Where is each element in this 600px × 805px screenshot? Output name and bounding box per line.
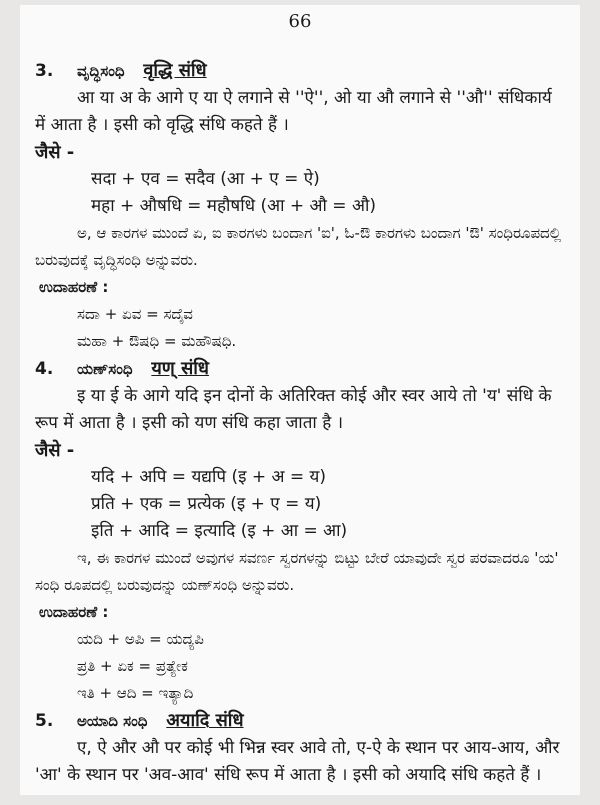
section-heading — [35, 707, 565, 735]
example-label: जैसे - — [35, 142, 75, 163]
kannada-paragraph: ಇ, ಈ ಕಾರಗಳ ಮುಂದೆ ಅವುಗಳ ಸವರ್ಣ ಸ್ವರಗಳನ್ನು ಬಿಟ್ಟು ಬೇರೆ ಯಾವುದೇ ಸ್ವರ ಪರವಾದರೂ 'ಯ' ಸಂಧಿ ರೂಪದಲ್ಲಿ ಬರುವುದನ್ನು ಯಣ್‌ಸಂಧಿ ಅನ್ನುವರು. — [35, 549, 559, 594]
example-line: यदि + अपि = यद्यपि (इ + अ = य) — [91, 467, 327, 487]
kannada-example-line: ಇತಿ + ಆದಿ = ಇತ್ಯಾದಿ — [77, 684, 194, 702]
page-number: 66 — [288, 11, 312, 32]
section-title — [77, 57, 207, 85]
section-title-hindi: वृद्धि संधि — [143, 60, 207, 81]
section-title-kannada: ವೃದ್ಧಿಸಂಧಿ — [77, 62, 125, 80]
example-line: इति + आदि = इत्यादि (इ + आ = आ) — [91, 521, 348, 541]
section-title — [77, 707, 244, 735]
section-heading — [35, 355, 565, 383]
hindi-paragraph: आ या अ के आगे ए या ऐ लगाने से ''ऐ'', ओ या औ लगाने से ''औ'' संधिकार्य में आता है । इसी को वृद्धि संधि कहते हैं । — [35, 88, 552, 135]
section-number: 5. — [35, 711, 54, 731]
section-title-hindi: यण् संधि — [151, 358, 209, 379]
section-title — [77, 355, 209, 383]
kannada-example-line: ಯದಿ + ಅಪಿ = ಯದ್ಯಪಿ — [77, 630, 204, 648]
example-line: सदा + एव = सदैव (आ + ए = ऐ) — [91, 169, 320, 189]
section-title-kannada: ಯಣ್‌ಸಂಧಿ — [77, 360, 133, 378]
page-content — [35, 57, 565, 789]
section-title-kannada: ಅಯಾದಿ ಸಂಧಿ — [77, 712, 148, 730]
example-line: महा + औषधि = महौषधि (आ + औ = औ) — [91, 196, 376, 216]
kannada-example-label: ಉದಾಹರಣೆ : — [39, 603, 109, 621]
kannada-example-label: ಉದಾಹರಣೆ : — [39, 278, 109, 296]
section-number: 4. — [35, 359, 54, 379]
example-line: प्रति + एक = प्रत्येक (इ + ए = य) — [91, 494, 322, 514]
hindi-paragraph: ए, ऐ और औ पर कोई भी भिन्न स्वर आवे तो, ए-ऐ के स्थान पर आय-आय, और 'आ' के स्थान पर 'अव-आव' संधि रूप में आता है । इसी को अयादि संधि कहते हैं । — [35, 738, 560, 785]
kannada-example-line: ಮಹಾ + ಔಷಧಿ = ಮಹೌಷಧಿ. — [77, 332, 237, 350]
section-number: 3. — [35, 61, 54, 81]
kannada-example-line: ಪ್ರತಿ + ಏಕ = ಪ್ರತ್ಯೇಕ — [77, 657, 188, 675]
hindi-paragraph: इ या ई के आगे यदि इन दोनों के अतिरिक्त कोई और स्वर आये तो 'य' संधि के रूप में आता है । इसी को यण संधि कहा जाता है । — [35, 386, 552, 433]
section-title-hindi: अयादि संधि — [166, 710, 244, 731]
example-label: जैसे - — [35, 440, 75, 461]
book-page — [20, 5, 580, 795]
kannada-paragraph: ಅ, ಆ ಕಾರಗಳ ಮುಂದೆ ಏ, ಐ ಕಾರಗಳು ಬಂದಾಗ 'ಐ', ಓ-ಔ ಕಾರಗಳು ಬಂದಾಗ 'ಔ' ಸಂಧಿರೂಪದಲ್ಲಿ ಬರುವುದಕ್ಕೆ ವೃದ್ಧಿಸಂಧಿ ಅನ್ನುವರು. — [35, 224, 562, 269]
kannada-example-line: ಸದಾ + ಏವ = ಸದೈವ — [77, 305, 193, 323]
section-heading — [35, 57, 565, 85]
